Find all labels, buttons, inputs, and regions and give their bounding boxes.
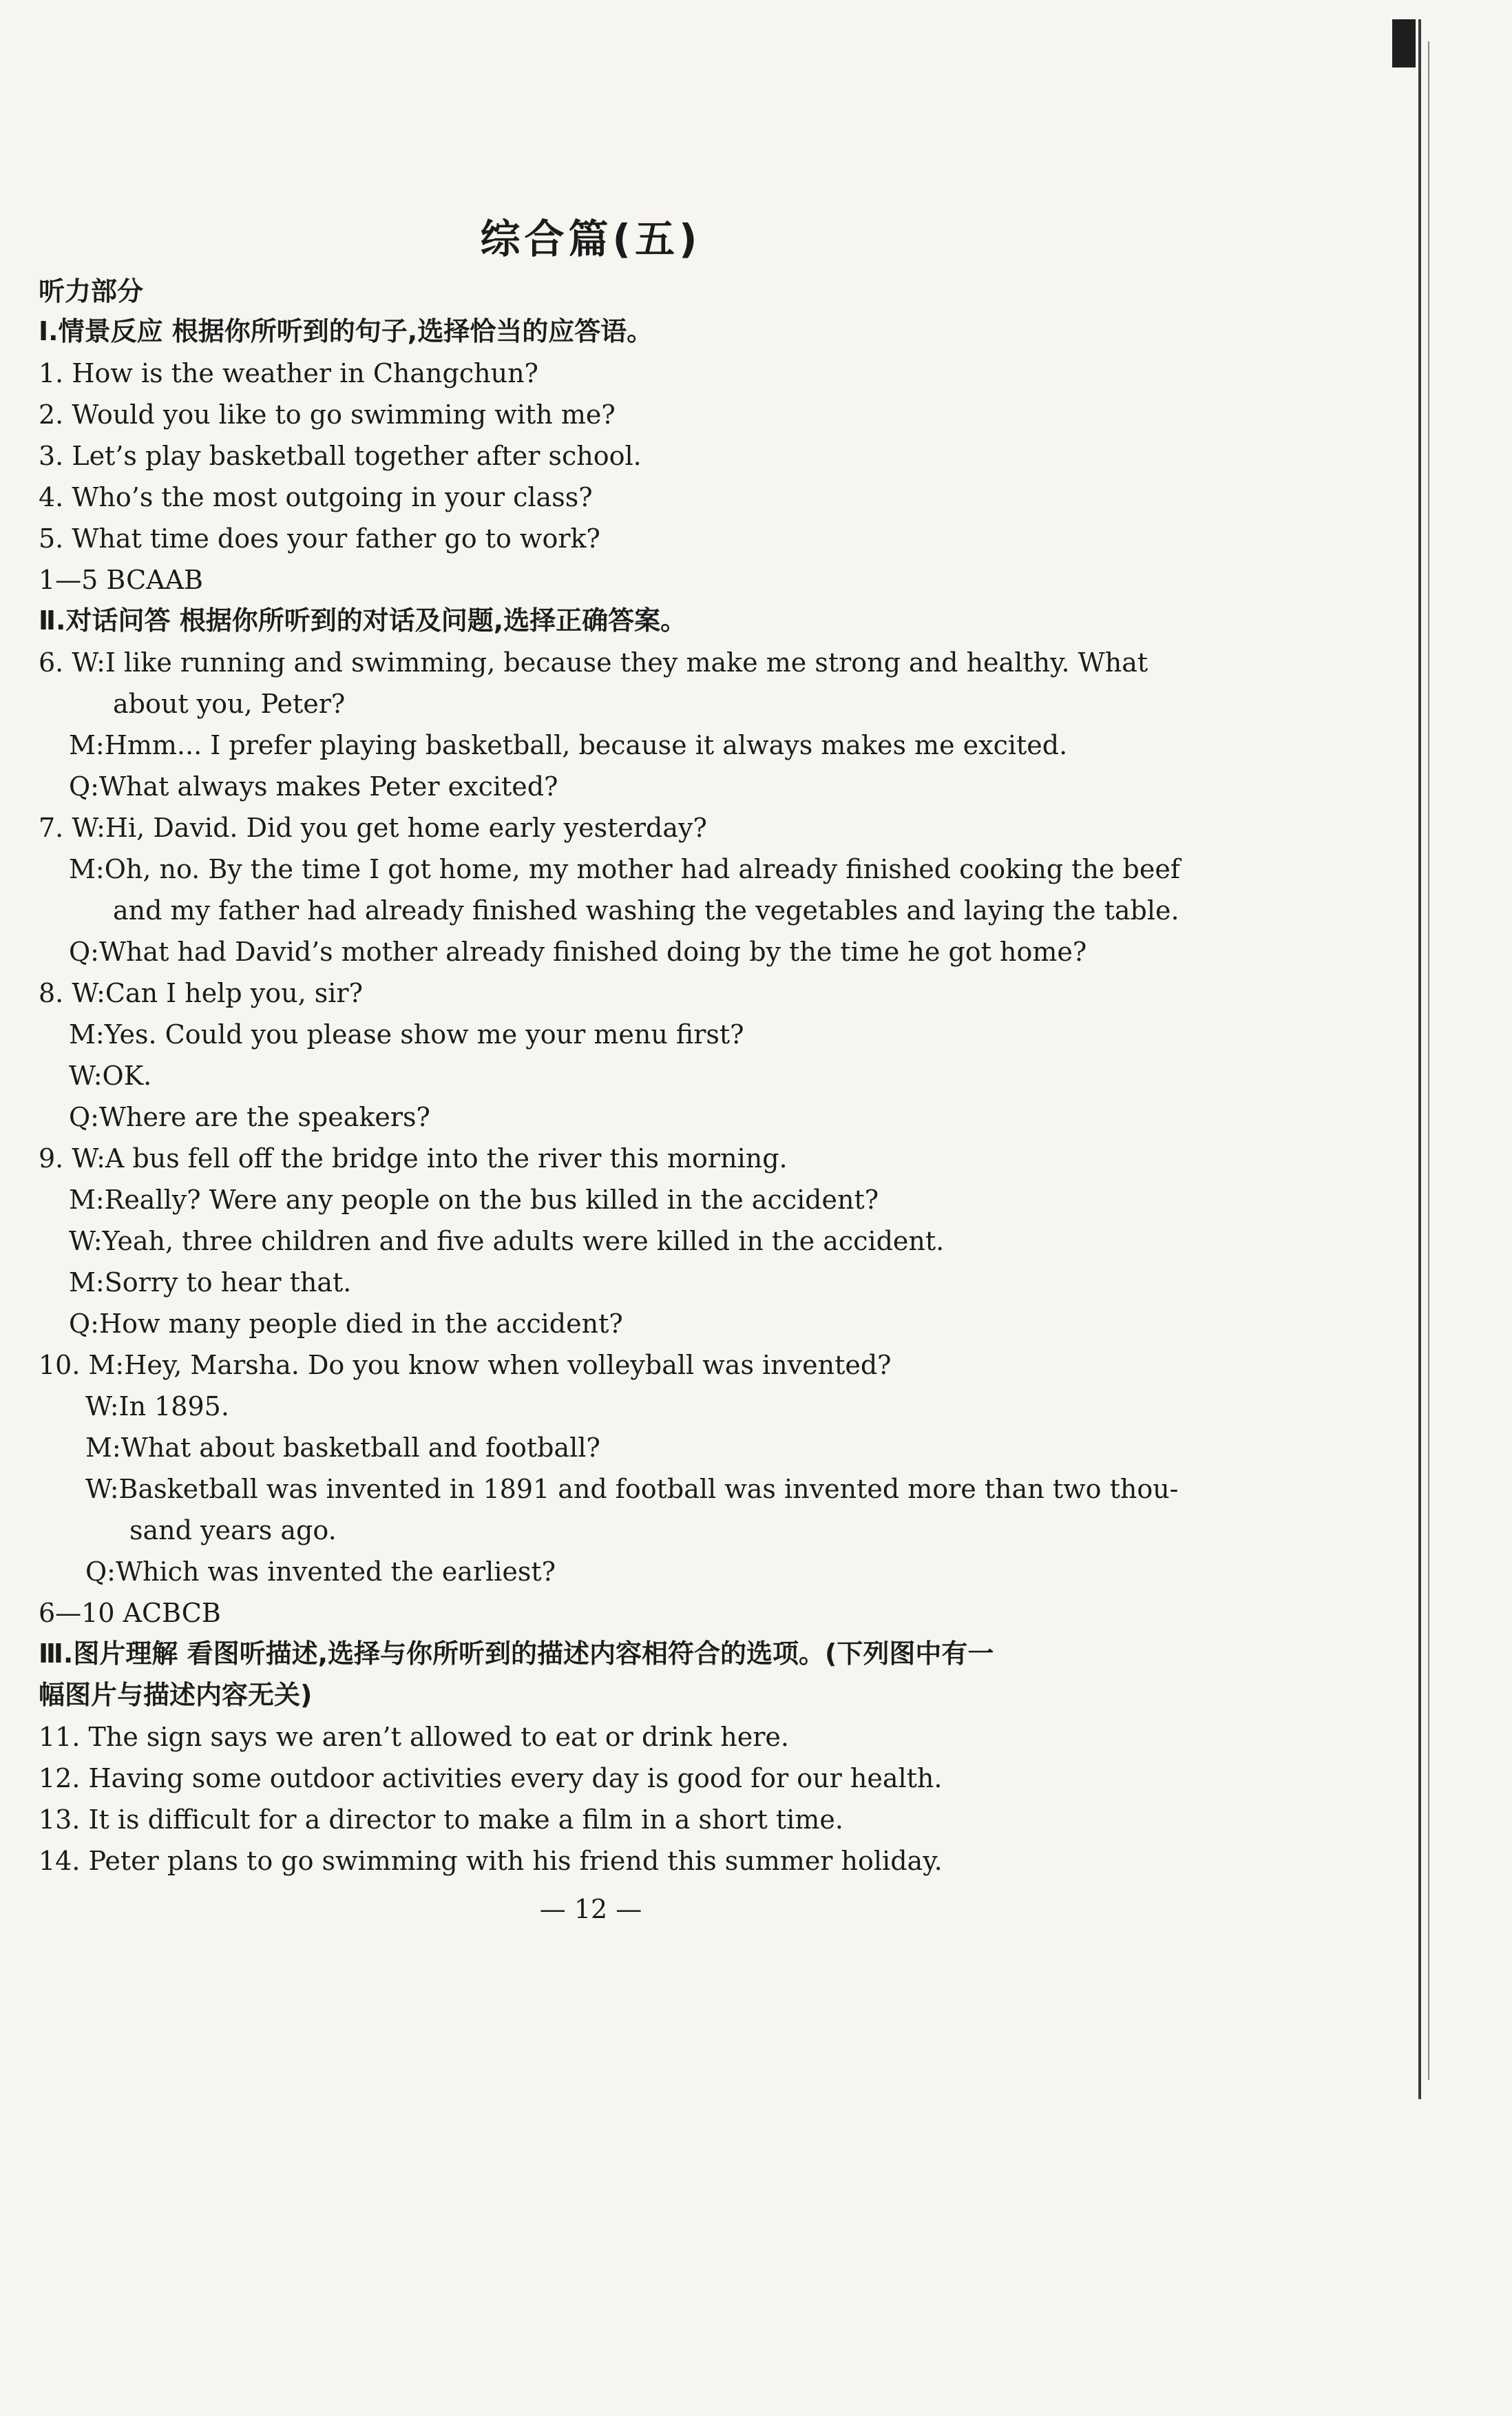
dialogue-line: 10. M:Hey, Marsha. Do you know when volleyball was invented?	[39, 1350, 892, 1380]
dialogue-line: M:Oh, no. By the time I got home, my mother had already finished cooking the beef	[69, 854, 1180, 884]
dialogue-line: W:Yeah, three children and five adults were killed in the accident.	[69, 1226, 945, 1256]
dialogue-line: M:Yes. Could you please show me your menu first?	[69, 1019, 744, 1050]
dialogue-line: 8. W:Can I help you, sir?	[39, 978, 363, 1008]
part3-header-line2: 幅图片与描述内容无关)	[39, 1680, 313, 1710]
dialogue-line: sand years ago.	[129, 1515, 337, 1545]
dialogue-line: 7. W:Hi, David. Did you get home early yesterday?	[39, 813, 707, 843]
dialogue-line: Q:What always makes Peter excited?	[69, 771, 558, 802]
part2-answer: 6—10 ACBCB	[39, 1598, 221, 1628]
part1-item: 4. Who’s the most outgoing in your class?	[39, 482, 593, 512]
dialogue-line: M:Really? Were any people on the bus killed in the accident?	[69, 1185, 879, 1215]
dialogue-line: Q:What had David’s mother already finished doing by the time he got home?	[69, 937, 1087, 967]
page-edge-line	[1418, 19, 1421, 2099]
part3-item: 12. Having some outdoor activities every day is good for our health.	[39, 1763, 943, 1793]
part1-item: 1. How is the weather in Changchun?	[39, 358, 538, 388]
dialogue-line: M:Hmm... I prefer playing basketball, because it always makes me excited.	[69, 730, 1068, 760]
dialogue-line: about you, Peter?	[113, 689, 346, 719]
part1-item: 5. What time does your father go to work?	[39, 523, 600, 554]
dialogue-line: M:What about basketball and football?	[85, 1433, 600, 1463]
part1-header: Ⅰ.情景反应 根据你所听到的句子,选择恰当的应答语。	[39, 316, 653, 346]
part3-item: 11. The sign says we aren’t allowed to eat or drink here.	[39, 1722, 789, 1752]
dialogue-line: Q:How many people died in the accident?	[69, 1309, 623, 1339]
dialogue-line: 6. W:I like running and swimming, because they make me strong and healthy. What	[39, 647, 1148, 678]
part3-item: 14. Peter plans to go swimming with his friend this summer holiday.	[39, 1846, 943, 1876]
dialogue-line: W:Basketball was invented in 1891 and football was invented more than two thou-	[85, 1474, 1179, 1504]
part1-item: 2. Would you like to go swimming with me?	[39, 399, 616, 430]
dialogue-line: W:In 1895.	[85, 1391, 229, 1422]
dialogue-line: M:Sorry to hear that.	[69, 1267, 352, 1298]
part3-header-line1: Ⅲ.图片理解 看图听描述,选择与你所听到的描述内容相符合的选项。(下列图中有一	[39, 1638, 994, 1669]
part1-answer: 1—5 BCAAB	[39, 565, 203, 595]
page-title: 综合篇(五)	[480, 216, 702, 262]
page-edge-line-2	[1428, 41, 1429, 2080]
part1-item: 3. Let’s play basketball together after school.	[39, 441, 642, 471]
dialogue-line: W:OK.	[69, 1061, 152, 1091]
part2-header: Ⅱ.对话问答 根据你所听到的对话及问题,选择正确答案。	[39, 605, 687, 636]
binding-mark	[1392, 19, 1416, 67]
dialogue-line: Q:Which was invented the earliest?	[85, 1556, 556, 1587]
dialogue-line: and my father had already finished washing the vegetables and laying the table.	[113, 895, 1179, 926]
part3-item: 13. It is difficult for a director to make a film in a short time.	[39, 1804, 843, 1835]
dialogue-line: Q:Where are the speakers?	[69, 1102, 430, 1132]
dialogue-line: 9. W:A bus fell off the bridge into the river this morning.	[39, 1143, 788, 1174]
page-number: — 12 —	[539, 1894, 642, 1924]
section-heading: 听力部分	[39, 276, 144, 306]
